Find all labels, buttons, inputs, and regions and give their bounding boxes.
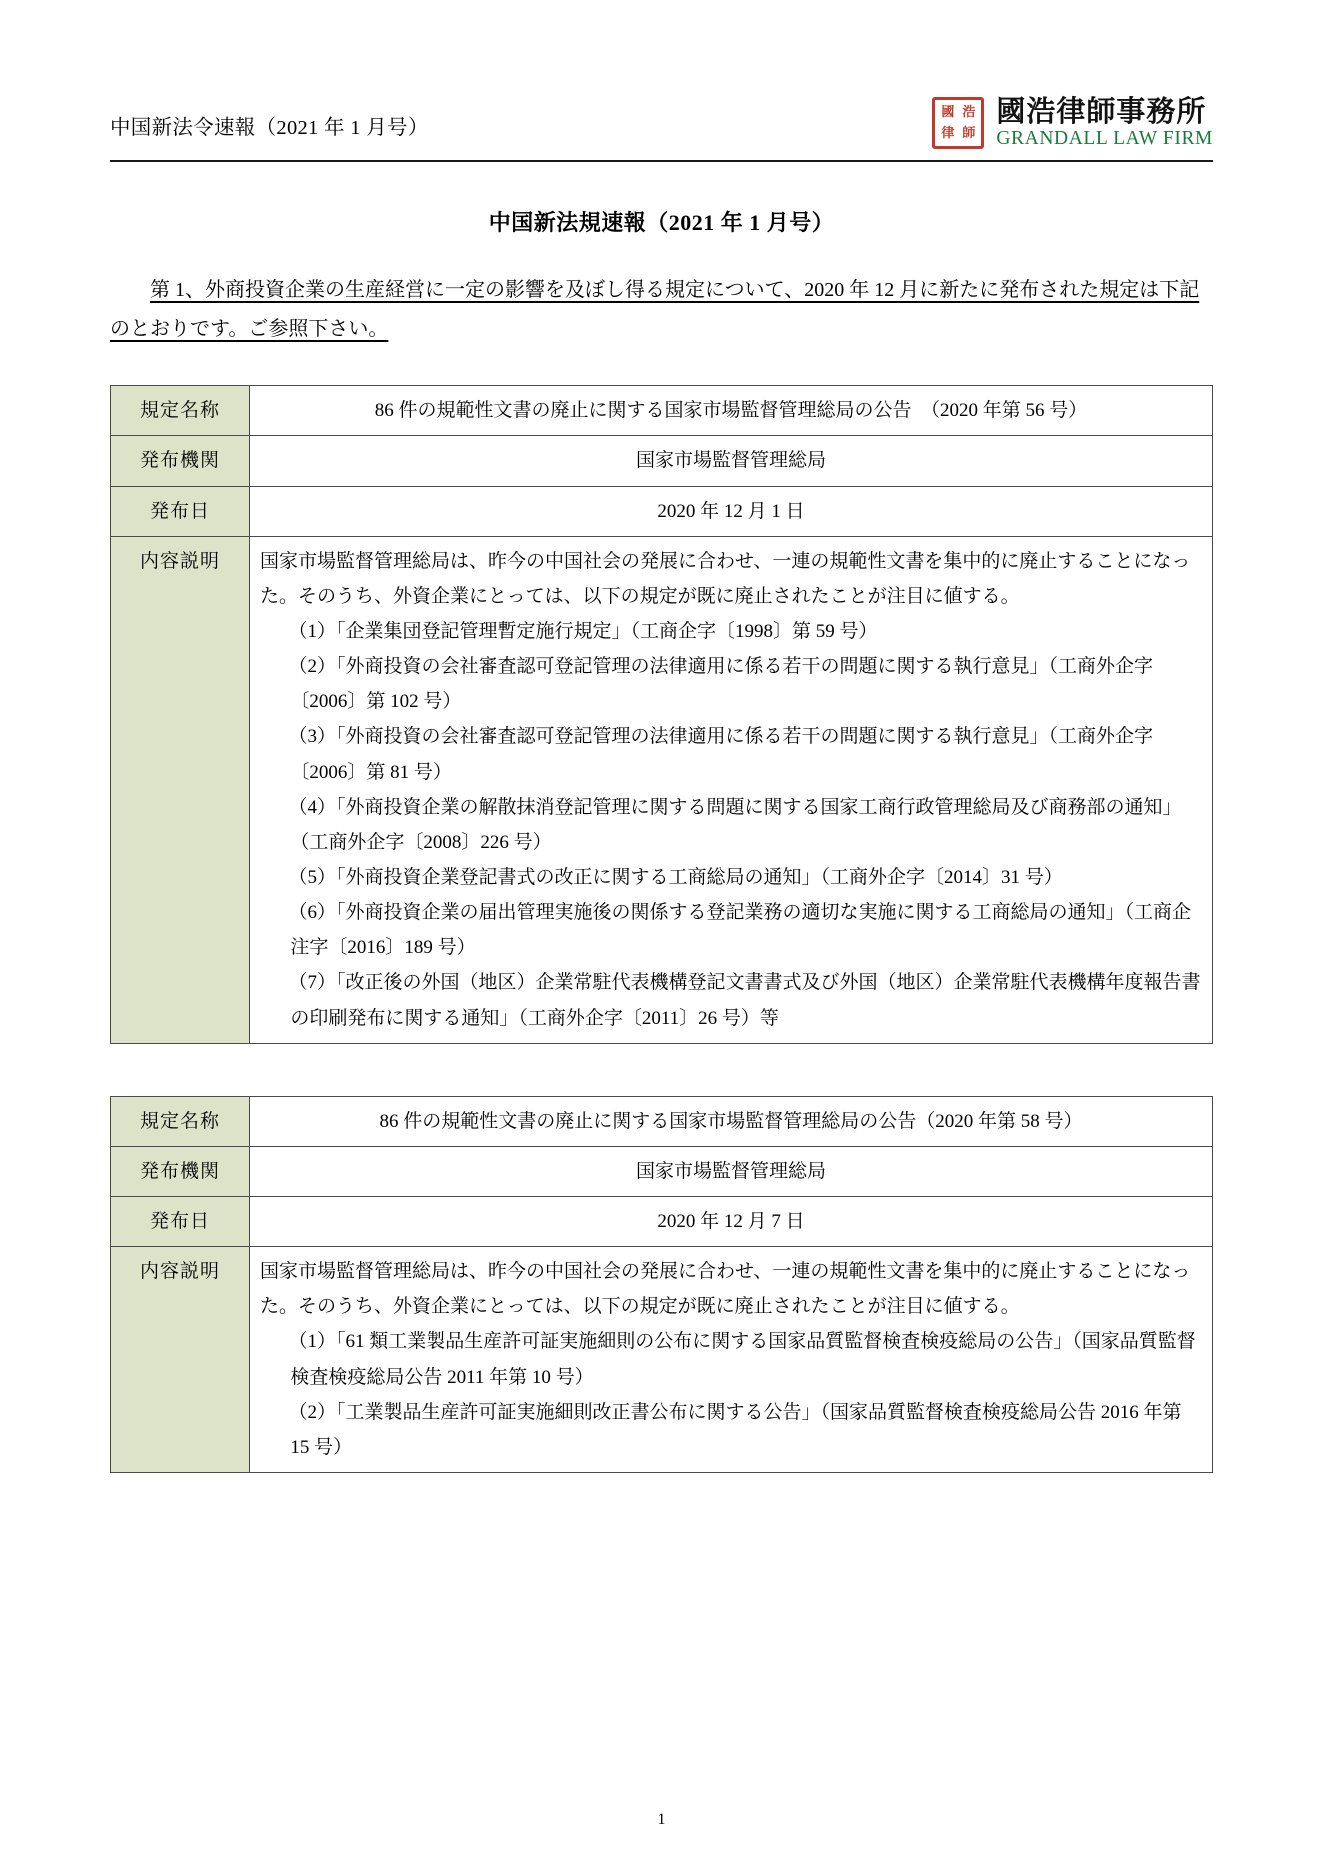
regulation-date-1: 2020 年 12 月 1 日 — [250, 486, 1213, 536]
seal-char-3: 律 — [941, 126, 955, 142]
regulation-table-1 — [110, 385, 1213, 1043]
description-item: （6）「外商投資企業の届出管理実施後の関係する登記業務の適切な実施に関する工商総局の通知」（工商企注字〔2016〕189 号） — [288, 902, 1192, 959]
seal-char-1: 國 — [941, 105, 955, 121]
row-label-agency: 発布機関 — [111, 1146, 250, 1196]
table-row — [111, 436, 1213, 486]
description-item: （4）「外商投資企業の解散抹消登記管理に関する問題に関する国家工商行政管理総局及び商務部の通知」（工商外企字〔2008〕226 号） — [288, 796, 1182, 853]
regulation-description-2 — [250, 1247, 1213, 1473]
seal-char-2: 浩 — [962, 105, 976, 121]
description-paragraph: 国家市場監督管理総局は、昨今の中国社会の発展に合わせ、一連の規範性文書を集中的に廃止することになった。そのうち、外資企業にとっては、以下の規定が既に廃止されたことが注目に値する。 — [260, 1261, 1191, 1318]
row-label-name: 規定名称 — [111, 1096, 250, 1146]
description-item: （5）「外商投資企業登記書式の改正に関する工商総局の通知」（工商外企字〔2014〕31 号） — [288, 866, 1063, 888]
description-item: （1）「企業集団登記管理暫定施行規定」（工商企字〔1998〕第 59 号） — [288, 621, 878, 642]
row-label-date: 発布日 — [111, 486, 250, 536]
table-row — [111, 1196, 1213, 1246]
row-label-agency: 発布機関 — [111, 436, 250, 486]
row-label-description: 内容説明 — [111, 1247, 250, 1473]
description-paragraph: 国家市場監督管理総局は、昨今の中国社会の発展に合わせ、一連の規範性文書を集中的に廃止することになった。そのうち、外資企業にとっては、以下の規定が既に廃止されたことが注目に値する。 — [260, 550, 1191, 607]
page-number: 1 — [657, 1811, 666, 1828]
description-item: （2）「工業製品生産許可証実施細則改正書公布に関する公告」（国家品質監督検査検疫総局公告 2016 年第 15 号） — [288, 1401, 1182, 1458]
description-item: （3）「外商投資の会社審査認可登記管理の法律適用に係る若干の問題に関する執行意見」（工商外企字〔2006〕第 81 号） — [288, 726, 1154, 783]
regulation-agency-1: 国家市場監督管理総局 — [250, 436, 1213, 486]
regulation-name-1: 86 件の規範性文書の廃止に関する国家市場監督管理総局の公告 （2020 年第 56 号） — [250, 386, 1213, 436]
table-row — [111, 1146, 1213, 1196]
firm-name-en: GRANDALL LAW FIRM — [996, 128, 1213, 150]
firm-name-cn: 國浩律師事務所 — [996, 96, 1207, 128]
company-seal-icon — [932, 97, 984, 149]
regulation-date-2: 2020 年 12 月 7 日 — [250, 1196, 1213, 1246]
seal-char-4: 師 — [962, 126, 976, 142]
description-item: （2）「外商投資の会社審査認可登記管理の法律適用に係る若干の問題に関する執行意見」（工商外企字〔2006〕第 102 号） — [288, 656, 1154, 713]
table-row — [111, 1247, 1213, 1473]
firm-name-block — [996, 96, 1213, 150]
regulation-agency-2: 国家市場監督管理総局 — [250, 1146, 1213, 1196]
firm-branding — [932, 96, 1213, 150]
row-label-description: 内容説明 — [111, 536, 250, 1043]
table-row — [111, 1096, 1213, 1146]
regulation-table-2 — [110, 1096, 1213, 1473]
row-label-name: 規定名称 — [111, 386, 250, 436]
table-row — [111, 536, 1213, 1043]
header-issue-label: 中国新法令速報（2021 年 1 月号） — [110, 117, 429, 140]
description-item: （1）「61 類工業製品生産許可証実施細則の公布に関する国家品質監督検査検疫総局の公告」（国家品質監督検査検疫総局公告 2011 年第 10 号） — [288, 1331, 1196, 1388]
intro-paragraph: 第 1、外商投資企業の生産経営に一定の影響を及ぼし得る規定について、2020 年 12 月に新たに発布された規定は下記のとおりです。ご参照下さい。 — [110, 279, 1200, 341]
table-row — [111, 386, 1213, 436]
regulation-name-2: 86 件の規範性文書の廃止に関する国家市場監督管理総局の公告（2020 年第 58 号） — [250, 1096, 1213, 1146]
page-header — [110, 96, 1213, 162]
description-item: （7）「改正後の外国（地区）企業常駐代表機構登記文書書式及び外国（地区）企業常駐代表機構年度報告書の印刷発布に関する通知」（工商外企字〔2011〕26 号）等 — [288, 972, 1201, 1029]
page-title: 中国新法規速報（2021 年 1 月号） — [488, 210, 835, 236]
table-row — [111, 486, 1213, 536]
regulation-description-1 — [250, 536, 1213, 1043]
row-label-date: 発布日 — [111, 1196, 250, 1246]
